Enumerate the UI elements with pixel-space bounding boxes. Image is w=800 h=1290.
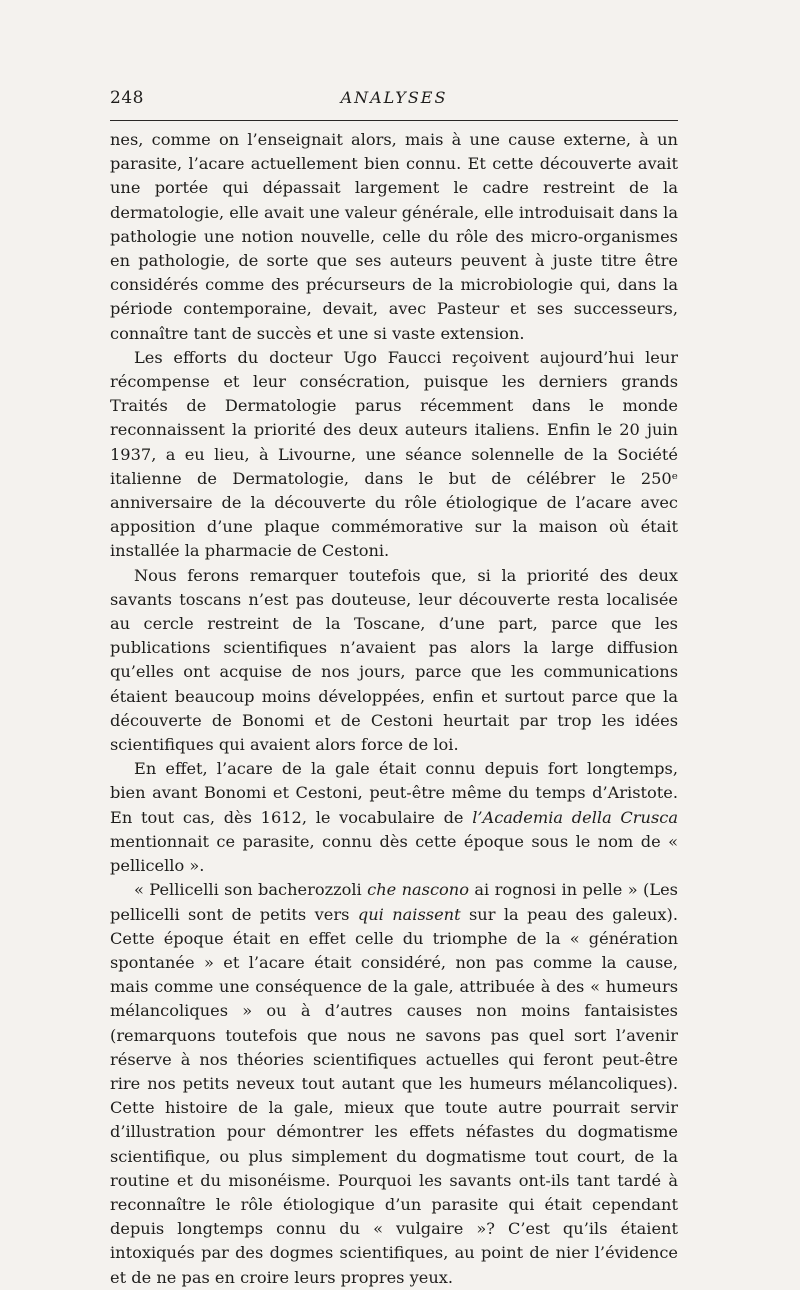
paragraph-continued [110,128,678,346]
paragraph-acare-history [110,757,678,878]
italic-phrase: l’Academia della Crusca [472,807,678,827]
text-run: ai rognosi in pelle » (Les pellicelli sont de petits vers [110,880,678,924]
paragraph-faucci-recognition [110,346,678,564]
text-run: Nous ferons remarquer toutefois que, si la priorité des deux savants toscans n’est pas douteuse, leur découverte resta localisée au cercle restreint de la Toscane, d’une part, parce que les publications scientifiques n’avaient pas alors la large diffusion qu’elles ont acquise de nos jours, parce que les communications étaient beaucoup moins développées, enfin et surtout parce que la découverte de Bonomi et de Cestoni heurtait par trop les idées scientifiques qui avaient alors force de loi. [110,565,678,755]
text-run: Les efforts du docteur Ugo Faucci reçoivent aujourd’hui leur récompense et leur consécration, puisque les derniers grands Traités de Dermatologie parus récemment dans le monde reconnaissent la priorité des deux auteurs italiens. Enfin le 20 juin 1937, a eu lieu, à Livourne, une séance solennelle de la Société italienne de Dermatologie, dans le but de célébrer le 250ᵉ anniversaire de la découverte du rôle étiologique de l’acare avec apposition d’une plaque commémorative sur la maison où était installée la pharmacie de Cestoni. [110,347,678,561]
article-body [110,128,678,1290]
paragraph-tuscany-priority [110,564,678,758]
running-title: ANALYSES [340,88,448,107]
italic-phrase: qui naissent [357,904,461,924]
italic-phrase: che nascono [367,880,469,900]
text-run: nes, comme on l’enseignait alors, mais à une cause externe, à un parasite, l’acare actuellement bien connu. Et cette découverte avait une portée qui dépassait largement le cadre restreint de la dermatologie, elle avait une valeur générale, elle introduisait dans la pathologie une notion nouvelle, celle du rôle des micro-organismes en pathologie, de sorte que ses auteurs peuvent à juste titre être considérés comme des précurseurs de la microbiologie qui, dans la période contemporaine, devait, avec Pasteur et ses successeurs, connaître tant de succès et une si vaste extension. [110,130,678,343]
header-rule [110,120,678,121]
paragraph-pellicelli-quote [110,878,678,1289]
running-head [110,88,678,116]
text-run: sur la peau des galeux). Cette époque était en effet celle du triomphe de la « génération spontanée » et l’acare était considéré, non pas comme la cause, mais comme une conséquence de la gale, attribuée à des « humeurs mélancoliques » ou à d’autres causes non moins fantaisistes (remarquons toutefois que nous ne savons pas quel sort l’avenir réserve à nos théories scientifiques actuelles qui feront peut-être rire nos petits neveux tout autant que les humeurs mélancoliques). Cette histoire de la gale, mieux que toute autre pourrait servir d’illustration pour démontrer les effets néfastes du dogmatisme scientifique, ou plus simplement du dogmatisme tout court, de la routine et du misonéisme. Pourquoi les savants ont-ils tant tardé à reconnaître le rôle étiologique d’un parasite qui était cependant depuis longtemps connu du « vulgaire »? C’est qu’ils étaient intoxiqués par des dogmes scientifiques, au point de nier l’évidence et de ne pas en croire leurs propres yeux. [110,904,678,1287]
text-run: En effet, l’acare de la gale était connu depuis fort longtemps, bien avant Bonomi et Cestoni, peut-être même du temps d’Aristote. En tout cas, dès 1612, le vocabulaire de [110,759,678,827]
text-run: « Pellicelli son bacherozzoli [134,880,368,900]
text-run: mentionnait ce parasite, connu dès cette époque sous le nom de « pellicello ». [110,831,678,876]
page-number: 248 [110,88,144,108]
